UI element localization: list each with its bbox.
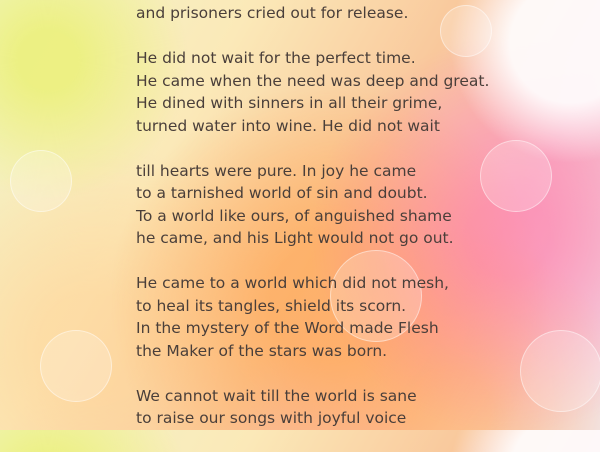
stanza <box>136 272 576 362</box>
poem-line: In the mystery of the Word made Flesh <box>136 319 439 337</box>
poem-line: to a tarnished world of sin and doubt. <box>136 184 428 202</box>
poem-line: to raise our songs with joyful voice <box>136 409 407 427</box>
poem-line: till hearts were pure. In joy he came <box>136 161 417 180</box>
poem-line: turned water into wine. He did not wait <box>136 116 440 135</box>
poem-line: he came, and his Light would not go out. <box>136 229 454 247</box>
poem-line: and prisoners cried out for release. <box>136 4 409 22</box>
bokeh-light <box>10 150 72 212</box>
stanza <box>136 160 576 250</box>
poem-line: He came to a world which did not mesh, <box>136 274 449 292</box>
poem-line: To a world like ours, of anguished shame <box>136 206 452 225</box>
bokeh-light <box>40 330 112 402</box>
poem-line: to heal its tangles, shield its scorn. <box>136 296 407 315</box>
poem-line: We cannot wait till the world is sane <box>136 386 417 405</box>
stanza <box>136 385 576 430</box>
poem <box>136 0 576 452</box>
stanza <box>136 2 576 25</box>
poem-line: He came when the need was deep and great. <box>136 71 490 90</box>
poem-line: He did not wait for the perfect time. <box>136 49 416 67</box>
stanza <box>136 47 576 137</box>
poem-line: the Maker of the stars was born. <box>136 341 388 360</box>
poem-line: He dined with sinners in all their grime, <box>136 94 443 112</box>
